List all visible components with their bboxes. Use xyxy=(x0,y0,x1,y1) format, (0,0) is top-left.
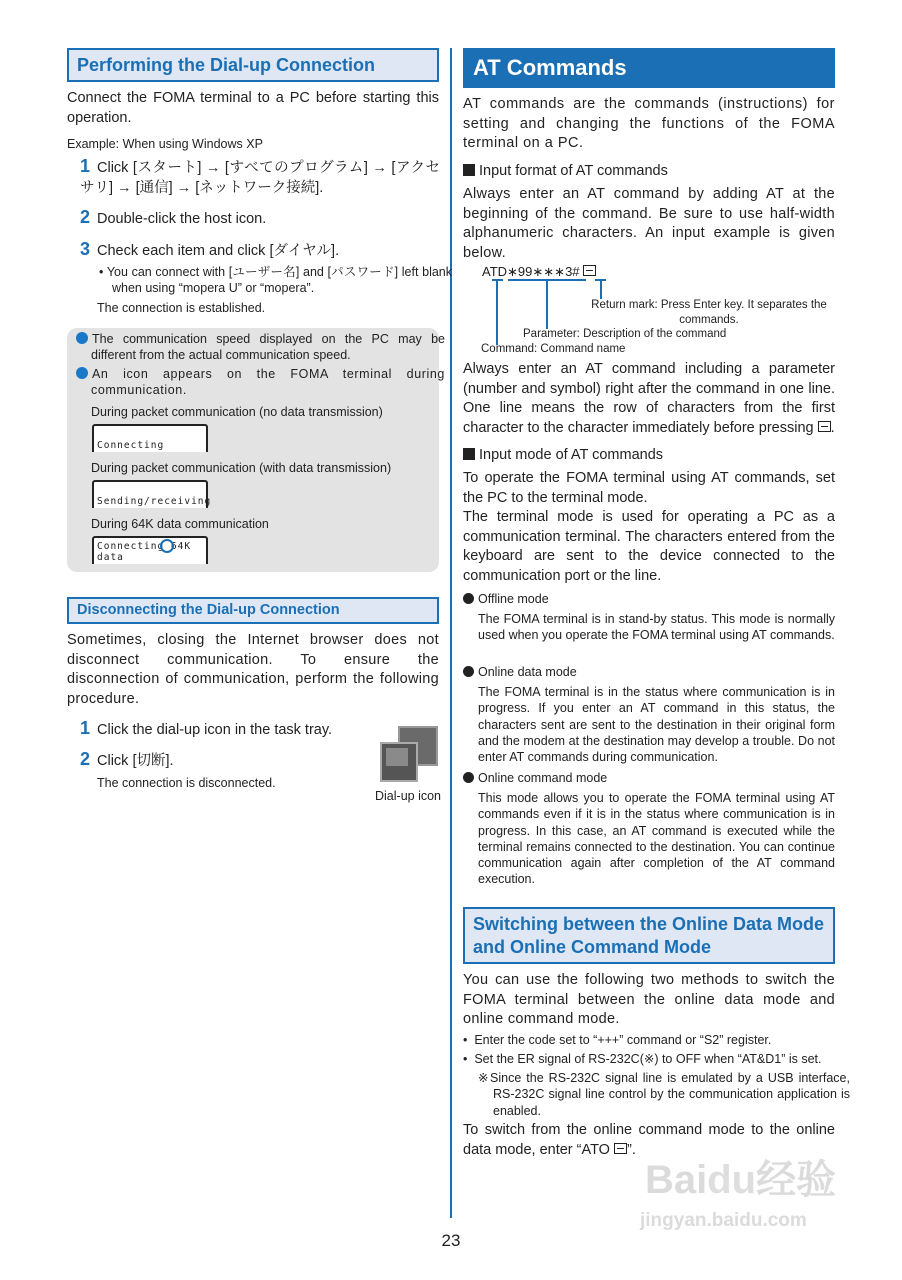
dialup-icon-caption: Dial-up icon xyxy=(375,789,442,803)
subsection-heading: Switching between the Online Data Mode and Online Command Mode xyxy=(463,907,835,964)
bullet-icon xyxy=(463,666,474,677)
format-text-2: Always enter an AT command including a parameter (number and symbol) right after the command in one line. One line means the row of characters from the first character to the character immediately before pressing . xyxy=(463,361,835,436)
lcd-screen-64k: Connecting 64K data xyxy=(92,536,208,564)
screen-caption: During 64K data communication xyxy=(91,517,269,531)
parameter-label: Parameter: Description of the command xyxy=(523,328,727,340)
format-heading: Input format of AT commands xyxy=(463,162,668,182)
square-bullet-icon xyxy=(463,164,475,176)
note-2: An icon appears on the FOMA terminal during communication. xyxy=(76,366,445,399)
dstep-2: 2 Click [切断]. xyxy=(80,749,174,769)
disconnect-intro: Sometimes, closing the Internet browser does not disconnect communication. To ensure the disconnection of communication, perform the following procedure. xyxy=(67,632,439,707)
mode-offline-desc: The FOMA terminal is in stand-by status. This mode is normally used when you operate the FOMA terminal using AT commands. xyxy=(478,612,835,643)
return-label: Return mark: Press Enter key. It separates the commands. xyxy=(591,299,827,326)
example-command: ATD∗99∗∗∗3# xyxy=(482,264,596,280)
dialup-icon xyxy=(378,726,436,784)
note-1: The communication speed displayed on the PC may be different from the actual communication speed. xyxy=(76,331,445,364)
mode-text-2: The terminal mode is used for operating a PC as a communication terminal. The characters entered from the keyboard are sent to the device connected to the communication port or the line. xyxy=(463,509,835,584)
mode-online-command-desc: This mode allows you to operate the FOMA terminal using AT commands even if it is in the status where communication is in progress. In this case, an AT command is executed while the terminal remains connected to the destination. You can continue communication again after completion of the AT command execution. xyxy=(478,791,835,887)
step-3: 3 Check each item and click [ダイヤル]. xyxy=(80,239,340,259)
footnote: ※Since the RS-232C signal line is emulated by a USB interface, RS-232C signal line control by the communication application is enabled. xyxy=(478,1071,850,1118)
command-label: Command: Command name xyxy=(481,343,626,355)
format-text: Always enter an AT command by adding AT at the beginning of the command. Be sure to use half-width alphanumeric characters. An input example is given below. xyxy=(463,186,835,261)
at-intro: AT commands are the commands (instructions) for setting and changing the functions of the FOMA terminal on a PC. xyxy=(463,96,835,151)
mode-online-command-title: Online command mode xyxy=(463,771,607,785)
disconnected-text: The connection is disconnected. xyxy=(97,776,276,790)
return-mark-icon xyxy=(614,1143,627,1154)
switch-bullet-1: • Enter the code set to “+++” command or “S2” register. xyxy=(463,1033,772,1047)
screen-caption: During packet communication (no data transmission) xyxy=(91,405,383,419)
switch-end: To switch from the online command mode to the online data mode, enter “ATO ”. xyxy=(463,1122,835,1158)
bullet-icon xyxy=(76,367,88,379)
mode-text-1: To operate the FOMA terminal using AT commands, set the PC to the terminal mode. xyxy=(463,470,835,506)
return-mark-icon xyxy=(818,421,831,432)
section-heading: AT Commands xyxy=(463,48,835,88)
switch-intro: You can use the following two methods to switch the FOMA terminal between the online data mode and online command mode. xyxy=(463,972,835,1027)
dstep-1: 1 Click the dial-up icon in the task tray. xyxy=(80,718,333,738)
intro-text: Connect the FOMA terminal to a PC before starting this operation. xyxy=(67,90,439,126)
return-mark-icon xyxy=(583,265,596,276)
step-2: 2 Double-click the host icon. xyxy=(80,207,267,227)
64k-icon xyxy=(160,539,174,553)
subsection-heading: Disconnecting the Dial-up Connection xyxy=(67,597,439,624)
mode-offline-title: Offline mode xyxy=(463,592,549,606)
at-command-diagram xyxy=(480,264,840,359)
bullet-icon xyxy=(76,332,88,344)
mode-online-data-desc: The FOMA terminal is in the status where communication is in progress. If you enter an AT command in this status, the characters sent are sent to the destination in their original form and the modem at the destination may develop a trouble. Do not enter AT commands during communication. xyxy=(478,685,835,765)
square-bullet-icon xyxy=(463,448,475,460)
example-label: Example: When using Windows XP xyxy=(67,137,263,151)
switch-bullet-2: • Set the ER signal of RS-232C(※) to OFF when “AT&D1” is set. xyxy=(463,1052,822,1066)
bullet-icon xyxy=(463,593,474,604)
note-box xyxy=(67,328,445,572)
lcd-screen-sending: Sending/receiving xyxy=(92,480,208,508)
section-heading: Performing the Dial-up Connection xyxy=(67,48,439,82)
screen-caption: During packet communication (with data transmission) xyxy=(91,461,392,475)
mode-online-data-title: Online data mode xyxy=(463,665,577,679)
lcd-screen-connecting: Connecting xyxy=(92,424,208,452)
column-divider xyxy=(450,48,452,1218)
watermark: Baidu经验 jingyan.baidu.com xyxy=(640,1158,837,1231)
step-3-bullet: • You can connect with [ユーザー名] and [パスワード] left blank when using “mopera U” or “mopera”. xyxy=(99,265,452,296)
step-1: 1 Click [スタート] → [すべてのプログラム] → [アクセサリ] → [通信] → [ネットワーク接続]. xyxy=(80,156,440,196)
mode-heading: Input mode of AT commands xyxy=(463,446,663,466)
bullet-icon xyxy=(463,772,474,783)
page-number: 23 xyxy=(441,1231,461,1250)
established-text: The connection is established. xyxy=(97,301,266,315)
